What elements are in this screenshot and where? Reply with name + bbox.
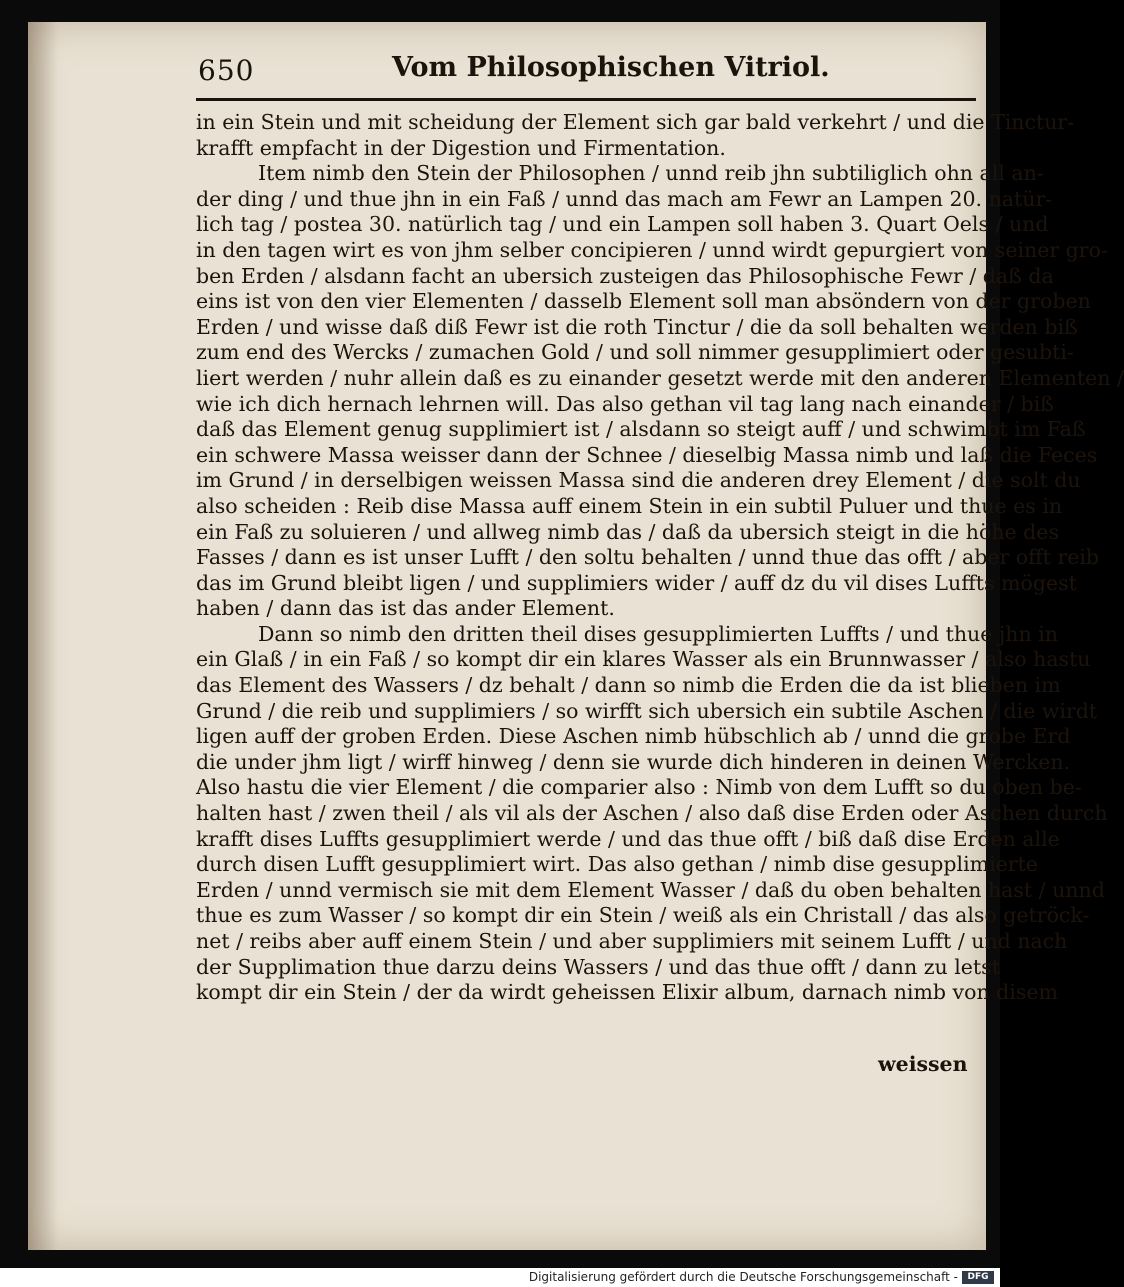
text-line: die under jhm ligt / wirff hinweg / denn sie wurde dich hinderen in deinen Wercken. (196, 749, 1071, 774)
text-line: zum end des Wercks / zumachen Gold / und soll nimmer gesupplimiert oder gesubti- (196, 340, 1074, 365)
text-line: liert werden / nuhr allein daß es zu einander gesetzt werde mit den anderen Elementen / (196, 365, 1124, 390)
text-line: ligen auff der groben Erden. Diese Aschen nimb hübschlich ab / unnd die grobe Erd (196, 724, 1071, 749)
catchword: weissen (878, 1052, 968, 1076)
text-line: der ding / und thue jhn in ein Faß / unnd das mach am Fewr an Lampen 20. natür- (196, 186, 1053, 211)
funding-credit: Digitalisierung gefördert durch die Deutsche Forschungsgemeinschaft - (528, 1270, 958, 1284)
text-line: ein schwere Massa weisser dann der Schnee / dieselbig Massa nimb und laß die Feces (196, 442, 1098, 467)
text-line: daß das Element genug supplimiert ist / alsdann so steigt auff / und schwimbt im Faß (196, 417, 1086, 442)
text-line: kompt dir ein Stein / der da wirdt geheissen Elixir album, darnach nimb von disem (196, 980, 1058, 1005)
text-line: wie ich dich hernach lehrnen will. Das also gethan vil tag lang nach einander / biß (196, 391, 1054, 416)
text-line: ein Faß zu soluieren / und allweg nimb das / daß da ubersich steigt in die höhe des (196, 519, 1059, 544)
dfg-logo-icon: DFG (962, 1271, 994, 1284)
text-line: also scheiden : Reib dise Massa auff einem Stein in ein subtil Puluer und thue es in (196, 493, 1063, 518)
text-line: Erden / unnd vermisch sie mit dem Element Wasser / daß du oben behalten hast / unnd (196, 877, 1105, 902)
text-line: Erden / und wisse daß diß Fewr ist die roth Tinctur / die da soll behalten werden biß (196, 314, 1078, 339)
text-line: ein Glaß / in ein Faß / so kompt dir ein klares Wasser als ein Brunnwasser / also hastu (196, 647, 1091, 672)
text-line: das Element des Wassers / dz behalt / dann so nimb die Erden die da ist blieben im (196, 673, 1061, 698)
text-line: halten hast / zwen theil / als vil als der Aschen / also daß dise Erden oder Aschen durch (196, 801, 1108, 826)
text-line: thue es zum Wasser / so kompt dir ein Stein / weiß als ein Christall / das also getröck- (196, 903, 1090, 928)
text-line: ben Erden / alsdann facht an ubersich zusteigen das Philosophische Fewr / daß da (196, 263, 1054, 288)
text-line: das im Grund bleibt ligen / und supplimiers wider / auff dz du vil dises Luffts mögest (196, 570, 1077, 595)
text-line-paragraph-start: Item nimb den Stein der Philosophen / unnd reib jhn subtiliglich ohn all an- (258, 161, 1044, 186)
text-line: eins ist von den vier Elementen / dasselb Element soll man absöndern von der groben (196, 289, 1091, 314)
text-line: Grund / die reib und supplimiers / so wirfft sich ubersich ein subtile Aschen / die wirdt (196, 698, 1098, 723)
text-line: krafft dises Luffts gesupplimiert werde / und das thue offt / biß daß dise Erden alle (196, 826, 1060, 851)
text-line: in den tagen wirt es von jhm selber concipieren / unnd wirdt gepurgiert von seiner gro- (196, 237, 1108, 262)
page-number: 650 (198, 54, 255, 87)
text-line: durch disen Lufft gesupplimiert wirt. Das also gethan / nimb dise gesupplimierte (196, 852, 1038, 877)
body-text (196, 110, 1124, 1006)
text-line-paragraph-start: Dann so nimb den dritten theil dises gesupplimierten Luffts / und thue jhn in (258, 621, 1058, 646)
text-line: in ein Stein und mit scheidung der Element sich gar bald verkehrt / und die Tinctur- (196, 110, 1075, 134)
text-line: lich tag / postea 30. natürlich tag / und ein Lampen soll haben 3. Quart Oels / und (196, 212, 1049, 237)
text-line: der Supplimation thue darzu deins Wassers / und das thue offt / dann zu letst (196, 954, 1000, 979)
running-head: Vom Philosophischen Vitriol. (392, 52, 830, 83)
text-line: Also hastu die vier Element / die comparier also : Nimb von dem Lufft so du oben be- (196, 775, 1082, 800)
text-line: net / reibs aber auff einem Stein / und aber supplimiers mit seinem Lufft / und nach (196, 929, 1068, 953)
text-line: Fasses / dann es ist unser Lufft / den soltu behalten / unnd thue das offt / aber offt reib (196, 545, 1100, 570)
page-gutter-shadow (28, 22, 58, 1250)
header-rule (196, 98, 976, 101)
text-line: haben / dann das ist das ander Element. (196, 596, 615, 621)
text-line: krafft empfacht in der Digestion und Firmentation. (196, 135, 726, 160)
text-line: im Grund / in derselbigen weissen Massa sind die anderen drey Element / die solt du (196, 468, 1081, 493)
